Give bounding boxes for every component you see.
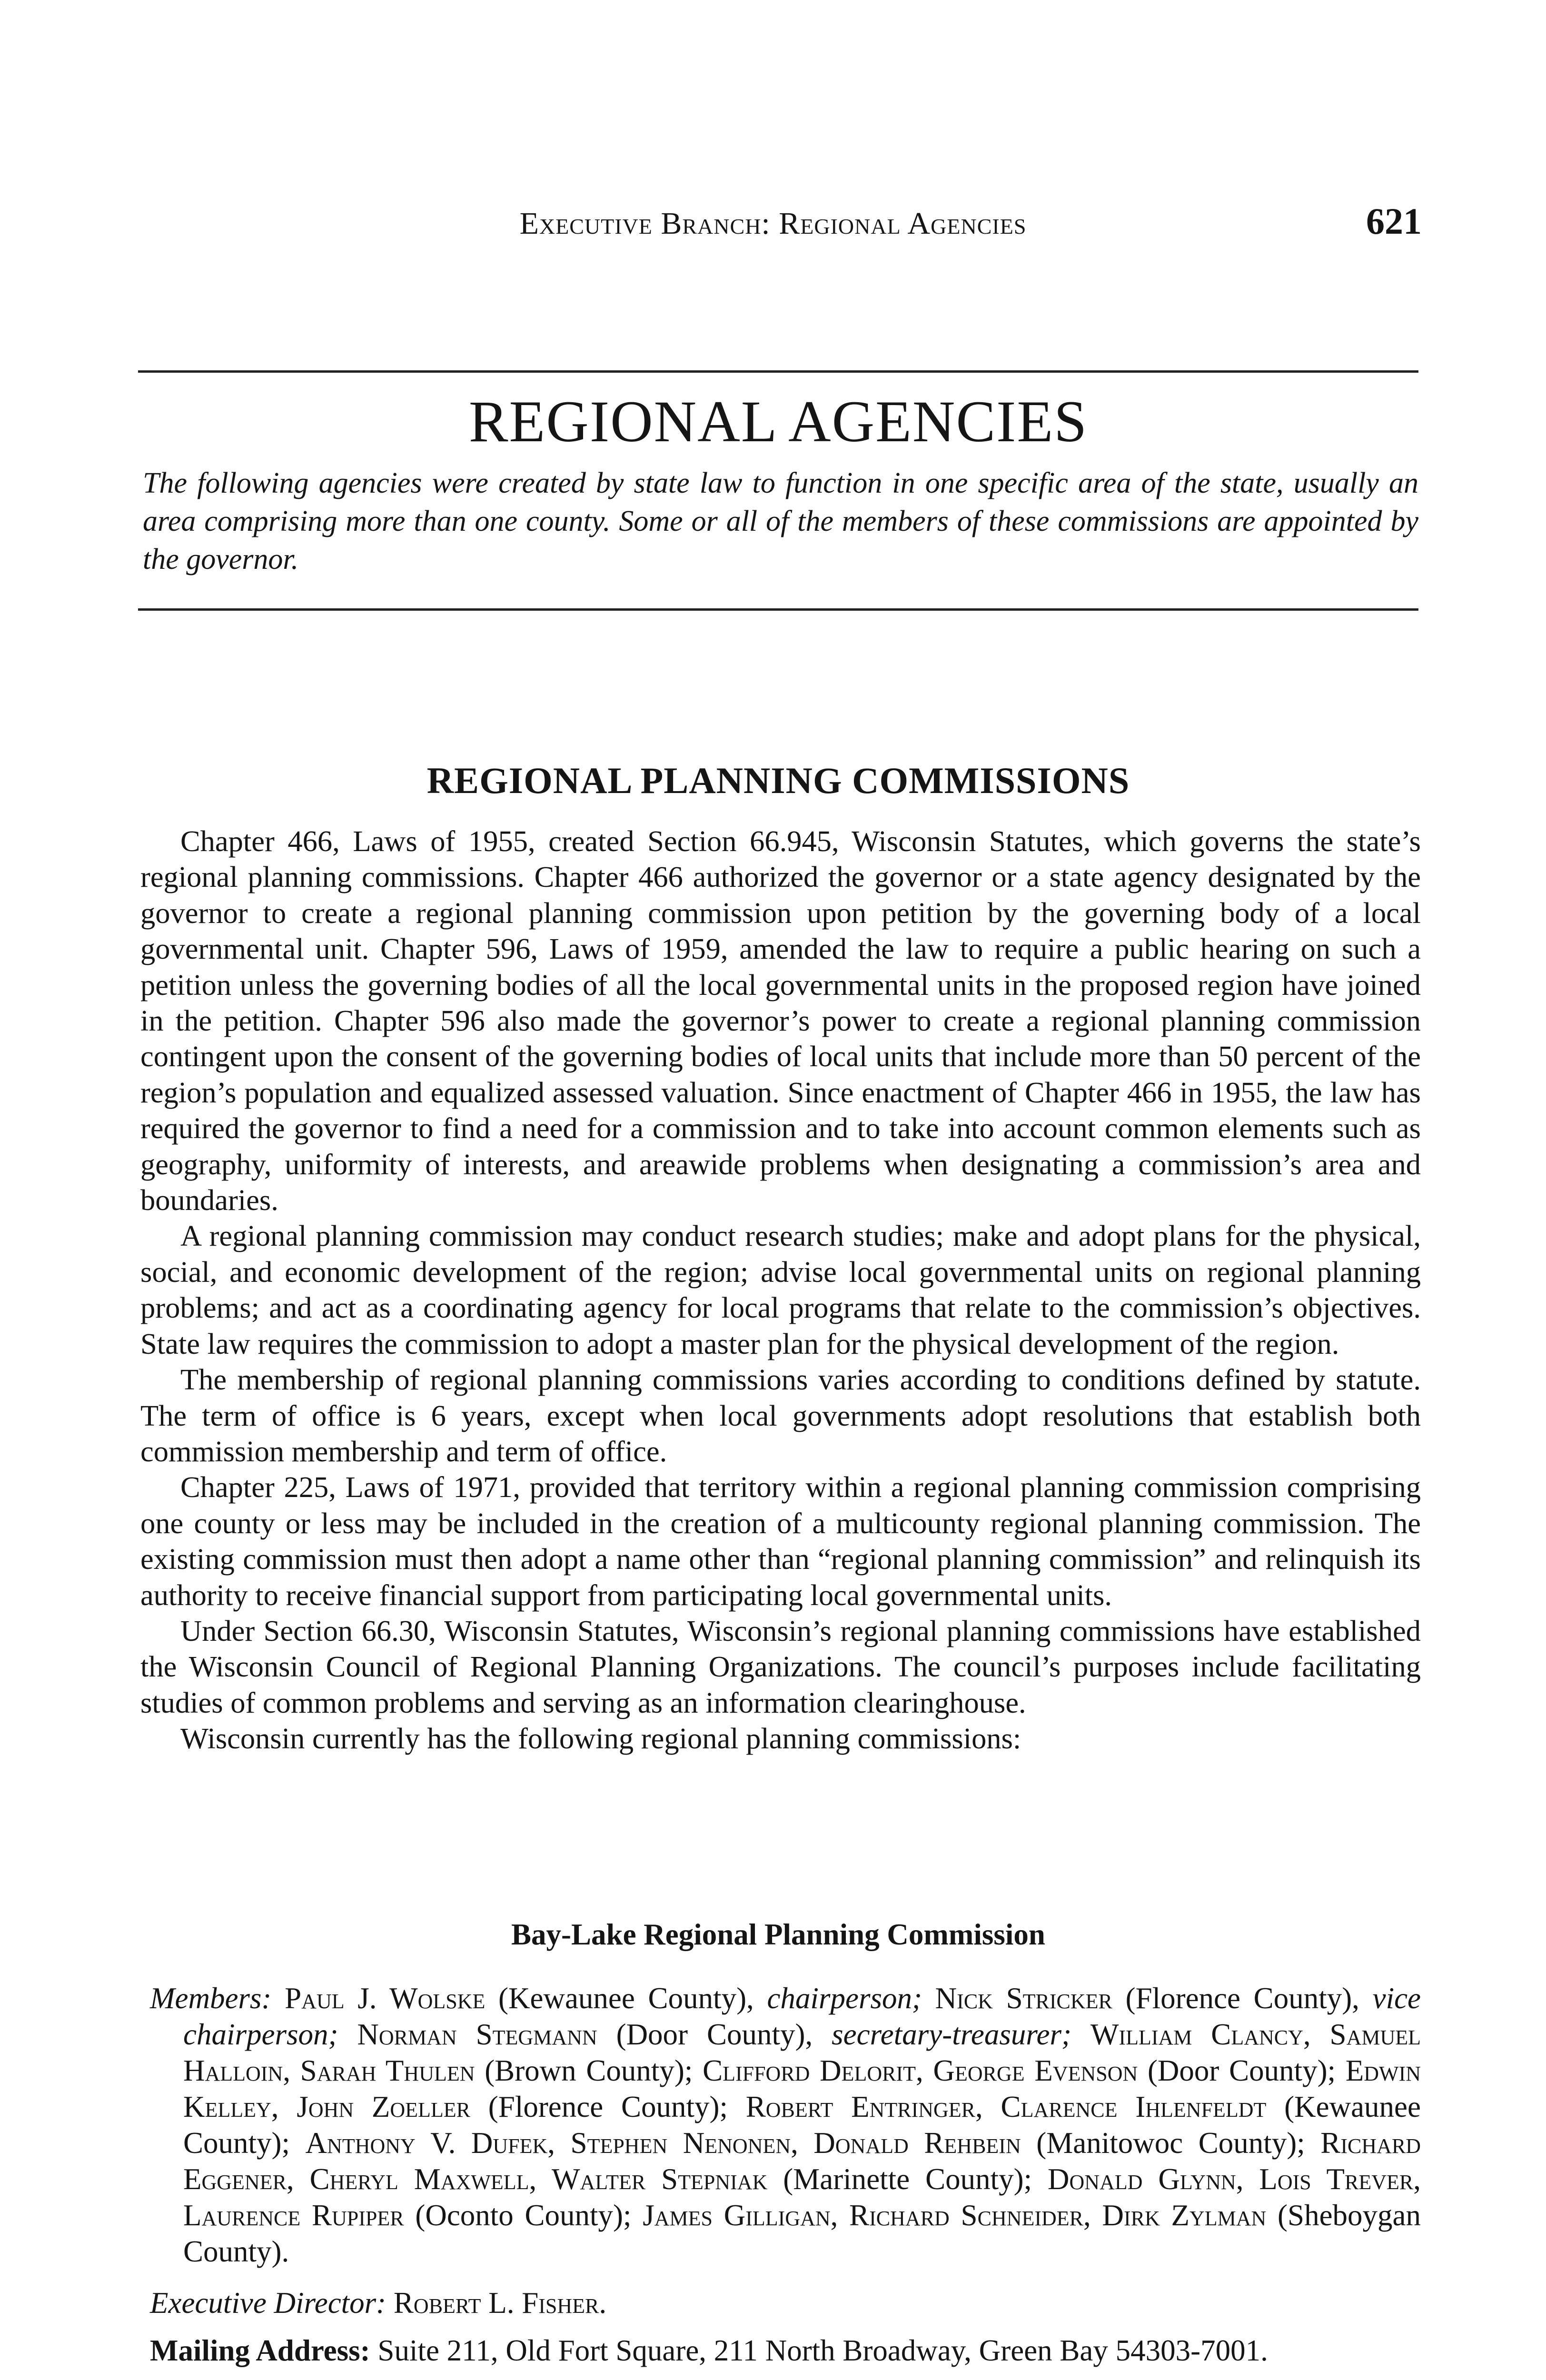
mailing-address-label: Mailing Address: xyxy=(150,2334,370,2367)
body-paragraph: Chapter 466, Laws of 1955, created Section 66.945, Wisconsin Statutes, which governs the state’s regional planning commissions. Chapter 466 authorized the governor or a state agency designated by the governor to create a regional planning commission upon petition by the governing body of a local governmental unit. Chapter 596, Laws of 1959, amended the law to require a public hearing on such a petition unless the governing bodies of all the local governmental units in the proposed region have joined in the petition. Chapter 596 also made the governor’s power to create a regional planning commission contingent upon the consent of the governing bodies of local units that include more than 50 percent of the region’s population and equalized assessed valuation. Since enactment of Chapter 466 in 1955, the law has required the governor to find a need for a commission and to take into account common elements such as geography, uniformity of interests, and areawide problems when designating a commission’s area and boundaries. xyxy=(140,824,1421,1217)
executive-director-label: Executive Director: xyxy=(150,2286,386,2320)
member-name: Clifford Delorit, George Evenson xyxy=(703,2054,1138,2087)
member-county: (Marinette County); xyxy=(767,2162,1048,2196)
page-number: 621 xyxy=(1366,200,1422,242)
section-heading: REGIONAL PLANNING COMMISSIONS xyxy=(426,760,1130,801)
body-paragraph: A regional planning commission may conduct research studies; make and adopt plans for the physical, social, and economic development of the region; advise local governmental units on regional planning problems; and act as a coordinating agency for local programs that relate to the commission’s objectives. State law requires the commission to adopt a master plan for the physical development of the region. xyxy=(140,1219,1421,1360)
member-name: James Gilligan, Richard Schneider, Dirk Zylman xyxy=(643,2199,1267,2232)
separator xyxy=(922,1982,935,2015)
bottom-rule xyxy=(138,608,1418,611)
member-name: William Clancy, Samuel Halloin, Sarah Thulen xyxy=(183,2018,1421,2087)
separator xyxy=(338,2018,357,2051)
mailing-address xyxy=(150,2332,1268,2369)
member-name: Robert Entringer, Clarence Ihlenfeldt xyxy=(745,2090,1267,2123)
member-county: (Brown County); xyxy=(475,2054,703,2087)
page-title: REGIONAL AGENCIES xyxy=(468,389,1088,454)
member-name: Richard Eggener, Cheryl Maxwell, Walter Stepniak xyxy=(183,2126,1421,2196)
mailing-address-value: Suite 211, Old Fort Square, 211 North Broadway, Green Bay 54303-7001. xyxy=(377,2334,1268,2367)
member-name: Nick Stricker xyxy=(935,1982,1112,2015)
top-rule xyxy=(138,370,1418,373)
executive-director xyxy=(150,2285,606,2321)
members-list xyxy=(150,1980,1421,2270)
executive-director-name: Robert L. Fisher. xyxy=(393,2286,607,2320)
member-county: (Florence County), xyxy=(1112,1982,1373,2015)
body-text xyxy=(140,823,1421,1757)
member-name: Edwin Kelley, John Zoeller xyxy=(183,2054,1421,2123)
separator xyxy=(1071,2018,1090,2051)
member-county: (Kewaunee County), xyxy=(485,1982,767,2015)
member-role: secretary-treasurer; xyxy=(832,2018,1072,2051)
member-name: Norman Stegmann xyxy=(357,2018,597,2051)
member-name: Donald Glynn, Lois Trever, Laurence Rupiper xyxy=(183,2162,1421,2232)
commission-name: Bay-Lake Regional Planning Commission xyxy=(511,1918,1045,1951)
body-paragraph: Chapter 225, Laws of 1971, provided that territory within a regional planning commission comprising one county or less may be included in the creation of a multicounty regional planning commission. The existing commission must then adopt a name other than “regional planning commission” and relinquish its authority to receive financial support from participating local governmental units. xyxy=(140,1470,1421,1612)
body-paragraph: The membership of regional planning commissions varies according to conditions defined by statute. The term of office is 6 years, except when local governments adopt resolutions that establish both commission membership and term of office. xyxy=(140,1363,1421,1468)
member-role: vice chairperson; xyxy=(183,1982,1421,2051)
running-head: Executive Branch: Regional Agencies xyxy=(519,206,1027,241)
member-county: (Door County), xyxy=(597,2018,832,2051)
member-name: Anthony V. Dufek, Stephen Nenonen, Donald Rehbein xyxy=(305,2126,1021,2160)
member-county: (Kewaunee County); xyxy=(183,2090,1421,2160)
member-county: (Door County); xyxy=(1138,2054,1346,2087)
member-county: (Manitowoc County); xyxy=(1021,2126,1321,2160)
member-role: chairperson; xyxy=(767,1982,922,2015)
member-name: Paul J. Wolske xyxy=(285,1982,486,2015)
member-county: (Oconto County); xyxy=(404,2199,643,2232)
member-county: (Sheboygan County). xyxy=(183,2199,1421,2268)
body-paragraph: Under Section 66.30, Wisconsin Statutes, Wisconsin’s regional planning commissions have established the Wisconsin Council of Regional Planning Organizations. The council’s purposes include facilitating studies of common problems and serving as an information clearinghouse. xyxy=(140,1614,1421,1719)
body-paragraph: Wisconsin currently has the following regional planning commissions: xyxy=(180,1722,1021,1755)
member-county: (Florence County); xyxy=(470,2090,746,2123)
members-label: Members: xyxy=(150,1982,272,2015)
intro-paragraph: The following agencies were created by state law to function in one specific area of the state, usually an area comprising more than one county. Some or all of the members of these commissions are appointed by the governor. xyxy=(143,467,1418,575)
